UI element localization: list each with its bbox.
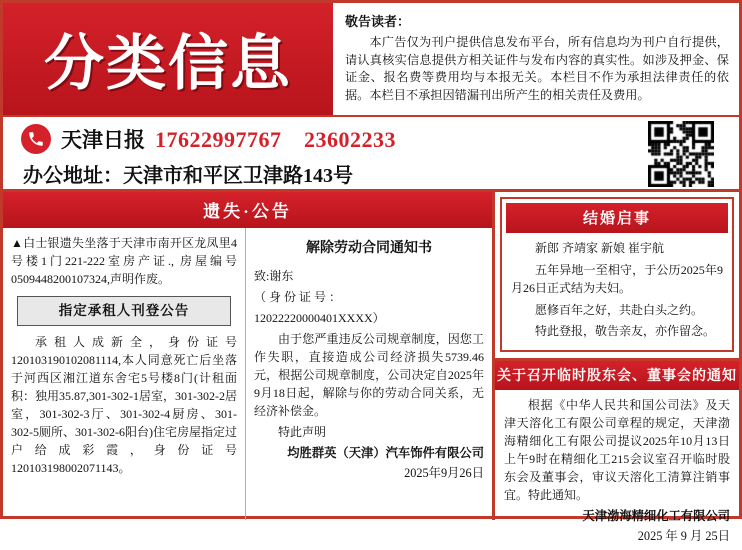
labor-termination-id-line1: （ 身 份 证 号 ： — [254, 290, 342, 304]
phone-icon — [21, 124, 51, 154]
masthead-logo-area — [3, 3, 333, 115]
designated-tenant-title: 指定承租人刊登公告 — [17, 296, 231, 326]
qr-code-icon — [648, 121, 714, 187]
reader-notice — [333, 3, 739, 115]
meeting-body-text: 根据《中华人民共和国公司法》及天津天溶化工有限公司章程的规定，天津渤海精细化工有限公司提议2025年10月13日上午9时在精细化工215会议室召开临时股东会及董事会，审议天溶化工清算注销事宜。特此通知。 — [504, 397, 730, 502]
lost-column — [3, 228, 246, 520]
reader-notice-body: 本广告仅为刊户提供信息发布平台，所有信息均为刊户自行提供，请认真核实信息提供方相关证件与发布内容的真实性。如涉及押金、保证金、报名费等费用均与本报无关。本栏目不作为承担法律责任的依据。本栏目不承担因错漏刊出所产生的相关责任及费用。 — [345, 35, 729, 103]
contact-info — [3, 117, 635, 189]
labor-termination-to: 致:谢东 — [254, 269, 294, 283]
meeting-banner: 关于召开临时股东会、董事会的通知 — [495, 361, 739, 390]
labor-termination-column — [246, 228, 492, 520]
labor-termination-id-line2: 12022220000401XXXX） — [254, 311, 385, 325]
designated-tenant-body: 承租人成新全，身份证号120103190102081114,本人同意死亡后坐落于河西区湘江道东舍宅5号楼8门(计租面积：独用35.87,301-302-1居室，301-302-2居室，301-302-3厅、301-302-4厨房、301-302-5厕所、301-302-6阳台)住宅房屋指定过户给成彩霞，身份证号120103198002071143。 — [11, 335, 237, 476]
content-area — [3, 192, 739, 544]
meeting-notice — [495, 390, 739, 550]
qr-code-area — [635, 117, 739, 189]
contact-band — [3, 117, 739, 192]
office-address: 办公地址：天津市和平区卫津路143号 — [23, 165, 353, 187]
labor-termination-statement: 特此声明 — [278, 425, 327, 439]
marriage-line-4: 特此登报，敬告亲友，亦作留念。 — [535, 324, 716, 339]
marriage-line-2: 五年异地一至相守，于公历2025年9月26日正式结为夫妇。 — [511, 262, 723, 296]
paper-name: 天津日报 — [61, 127, 145, 152]
meeting-company: 天津渤海精细化工有限公司 — [582, 508, 730, 523]
reader-notice-title: 敬告读者： — [345, 14, 411, 29]
labor-termination-title: 解除劳动合同通知书 — [306, 241, 432, 256]
lost-and-notice-section — [3, 192, 495, 520]
masthead — [3, 3, 739, 117]
section-banner-lost: 遗失·公告 — [3, 192, 492, 228]
marriage-banner: 结婚启事 — [506, 203, 728, 233]
meeting-date: 2025 年 9 月 25日 — [637, 529, 730, 544]
lost-notice-text: ▲白士银遗失坐落于天津市南开区龙凤里4号楼1门221-222室房产证., 房屋编号0509448200107324,声明作废。 — [11, 236, 237, 286]
labor-termination-company: 均胜群英（天津）汽车饰件有限公司 — [287, 446, 484, 460]
contact-phone-numbers: 17622997767 23602233 — [155, 127, 397, 152]
page-title: 分类信息 — [44, 31, 292, 97]
right-column — [495, 192, 739, 544]
labor-termination-body: 由于您严重违反公司规章制度，因您工作失职，直接造成公司经济损失5739.46元，根据公司规章制度，公司决定自2025年9月18日起，解除与你的劳动合同关系，无经济补偿金。 — [254, 332, 484, 418]
marriage-announcement — [495, 192, 739, 361]
labor-termination-date: 2025年9月26日 — [404, 466, 484, 481]
marriage-line-3: 愿修百年之好，共赴白头之约。 — [535, 302, 704, 317]
marriage-line-1: 新郎 齐靖家 新娘 崔宇航 — [535, 241, 665, 255]
